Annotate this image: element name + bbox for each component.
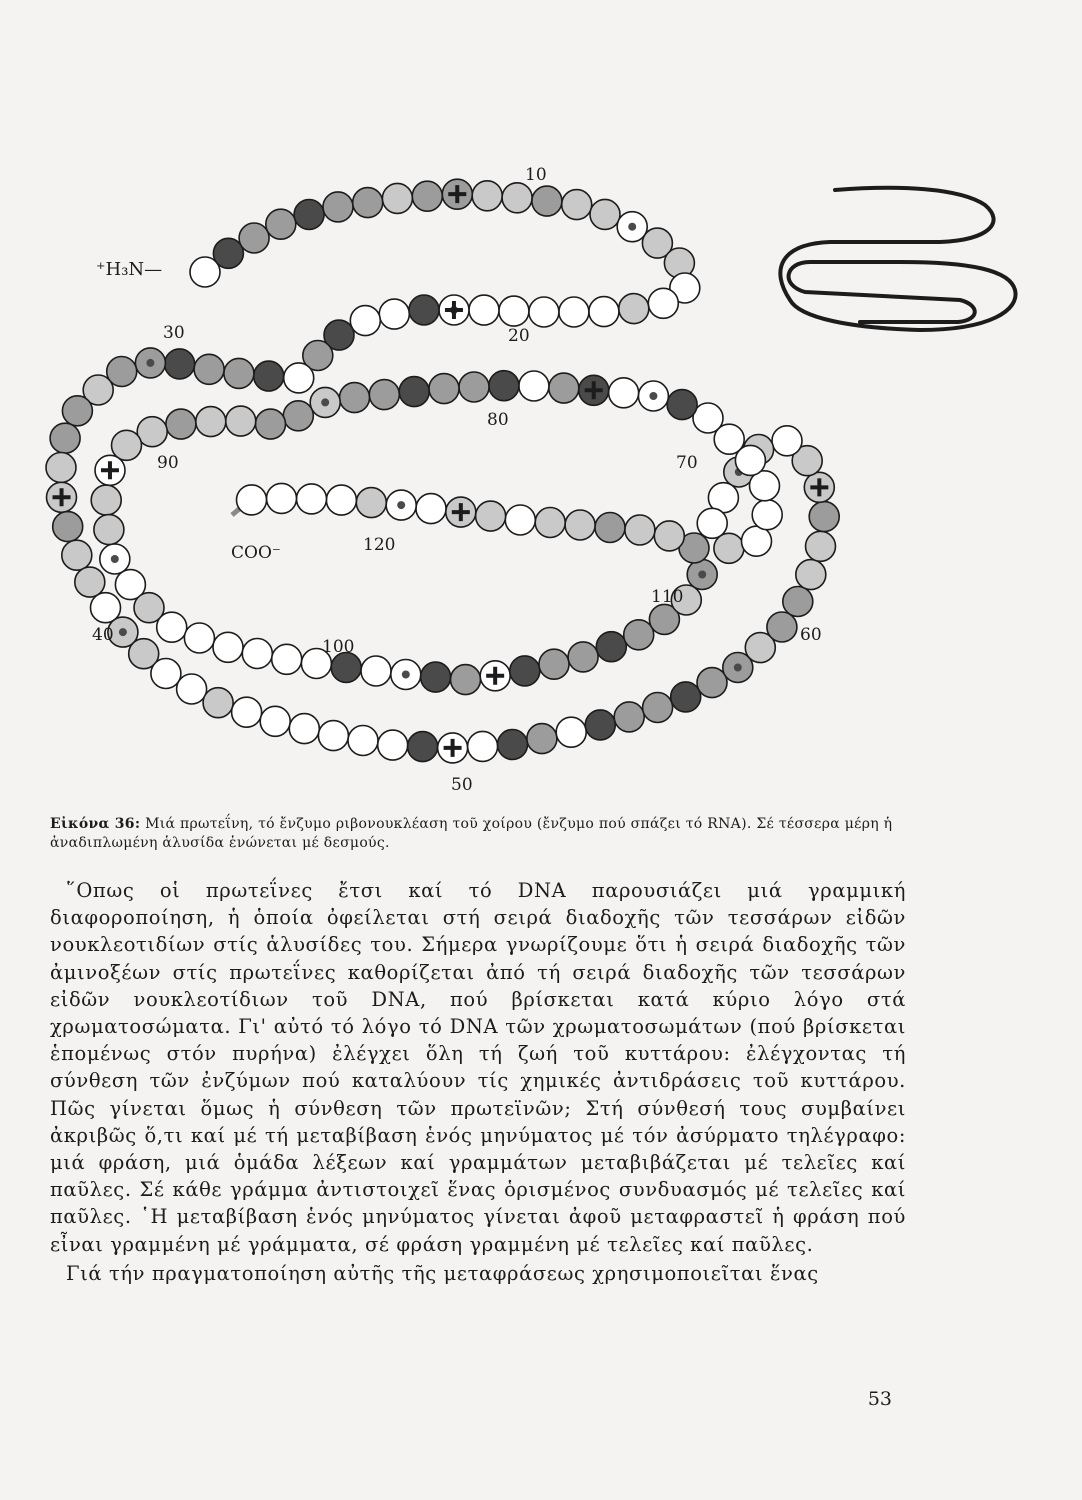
amino-acid-bead <box>806 531 836 561</box>
page-number: 53 <box>867 1388 892 1410</box>
bead-dot-marker <box>321 398 329 406</box>
amino-acid-bead <box>348 726 378 756</box>
amino-acid-bead <box>399 377 429 407</box>
amino-acid-bead <box>267 483 297 513</box>
bead-dot-marker <box>628 223 636 231</box>
bead-dot-marker <box>402 671 410 679</box>
amino-acid-bead <box>242 639 272 669</box>
amino-acid-bead <box>75 567 105 597</box>
amino-acid-bead <box>382 183 412 213</box>
amino-acid-bead <box>476 501 506 531</box>
amino-acid-bead <box>559 297 589 327</box>
amino-acid-bead <box>177 674 207 704</box>
bead-dot-marker <box>649 392 657 400</box>
amino-acid-bead <box>409 295 439 325</box>
amino-acid-bead <box>654 521 684 551</box>
amino-acid-bead <box>459 372 489 402</box>
amino-acid-bead <box>203 688 233 718</box>
amino-acid-bead <box>213 238 243 268</box>
amino-acid-bead <box>369 380 399 410</box>
bead-dot-marker <box>111 555 119 563</box>
amino-acid-bead <box>350 306 380 336</box>
amino-acid-bead <box>194 354 224 384</box>
residue-label-60: 60 <box>800 625 822 645</box>
amino-acid-bead <box>589 297 619 327</box>
amino-acid-bead <box>353 188 383 218</box>
amino-acid-bead <box>239 223 269 253</box>
bead-dot-marker <box>119 628 127 636</box>
amino-acid-bead <box>323 192 353 222</box>
residue-label-120: 120 <box>363 535 396 555</box>
amino-acid-bead <box>565 510 595 540</box>
amino-acid-bead <box>297 484 327 514</box>
amino-acid-bead <box>94 515 124 545</box>
amino-acid-bead <box>614 702 644 732</box>
amino-acid-bead <box>643 693 673 723</box>
amino-acid-bead <box>510 656 540 686</box>
amino-acid-bead <box>499 296 529 326</box>
amino-acid-bead <box>667 390 697 420</box>
amino-acid-bead <box>532 186 562 216</box>
amino-acid-bead <box>714 533 744 563</box>
amino-acid-bead <box>697 668 727 698</box>
residue-label-80: 80 <box>487 410 509 430</box>
amino-acid-bead <box>451 665 481 695</box>
amino-acid-bead <box>53 512 83 542</box>
amino-acid-bead <box>289 714 319 744</box>
amino-acid-bead <box>416 494 446 524</box>
amino-acid-bead <box>50 423 80 453</box>
amino-acid-bead <box>266 209 296 239</box>
residue-label-40: 40 <box>92 625 114 645</box>
amino-acid-bead <box>671 682 701 712</box>
amino-acid-bead <box>472 181 502 211</box>
amino-acid-bead <box>331 653 361 683</box>
amino-acid-bead <box>91 485 121 515</box>
residue-label-110: 110 <box>651 587 684 607</box>
amino-acid-bead <box>562 190 592 220</box>
body-paragraph: ῞Οπως οἱ πρωτεΐνες ἔτσι καί τό DNA παρουσιάζει μιά γραμμική διαφοροποίηση, ἡ ὁποία ὀφείλεται στή σειρά διαδοχῆς τῶν τεσσάρων εἰδῶν νουκλεοτιδίων στίς ἁλυσίδες του. Σήμερα γνωρίζουμε ὅτι ἡ σειρά διαδοχῆς τῶν ἀμινοξέων στίς πρωτεΐνες καθορίζεται ἀπό τή σειρά διαδοχῆς τῶν τεσσάρων εἰδῶν νουκλεοτίδιων τοῦ DNA, πού βρίσκεται κατά κύριο λόγο στά χρωματοσώματα. Γι' αὐτό τό λόγο τό DNA τῶν χρωματοσωμάτων (πού βρίσκεται ἑπομένως στόν πυρήνα) ἐλέγχει ὅλη τή ζωή τοῦ κυττάρου: ἐλέγχοντας τή σύνθεση τῶν ἐνζύμων πού καταλύουν τίς χημικές ἀντιδράσεις τοῦ κυττάρου. Πῶς γίνεται ὅμως ἡ σύνθεση τῶν πρωτεϊνῶν; Στή σύνθεσή τους συμβαίνει ἀκριβῶς ὅ,τι καί μέ τή μεταβίβαση ἑνός μηνύματος μέ τόν ἀσύρματο τηλέγραφο: μιά φράση, μιά ὁμάδα λέξεων καί γραμμάτων μεταβιβάζεται μέ τελεῖες καί παῦλες. Σέ κάθε γράμμα ἀντιστοιχεῖ ἕνας ὁρισμένος συνδυασμός μέ τελεῖες καί παῦλες. ῾Η μεταβίβαση ἑνός μηνύματος γίνεται ἀφοῦ μεταφραστεῖ ἡ φράση πού εἶναι γραμμένη μέ γράμματα, σέ φράση γραμμένη μέ τελεῖες καί παῦλες. <box>50 879 906 1256</box>
bead-dot-marker <box>397 501 405 509</box>
body-text <box>50 877 906 1287</box>
amino-acid-bead <box>619 294 649 324</box>
amino-acid-bead <box>62 396 92 426</box>
amino-acid-bead <box>529 297 559 327</box>
residue-label-20: 20 <box>508 326 530 346</box>
folded-chain-outline <box>780 188 1015 330</box>
amino-acid-bead <box>260 706 290 736</box>
amino-acid-bead <box>340 383 370 413</box>
amino-acid-bead <box>166 409 196 439</box>
amino-acid-bead <box>151 659 181 689</box>
amino-acid-bead <box>796 560 826 590</box>
bead-dot-marker <box>734 664 742 672</box>
amino-acid-bead <box>237 485 267 515</box>
amino-acid-bead <box>624 620 654 650</box>
residue-label-90: 90 <box>157 453 179 473</box>
amino-acid-bead <box>326 485 356 515</box>
amino-acid-bead <box>752 500 782 530</box>
amino-acid-bead <box>527 724 557 754</box>
amino-acid-bead <box>648 288 678 318</box>
amino-acid-bead <box>272 644 302 674</box>
amino-acid-bead <box>361 656 391 686</box>
bead-dot-marker <box>419 743 427 751</box>
residue-label-70: 70 <box>676 453 698 473</box>
body-paragraph: Γιά τήν πραγματοποίηση αὐτῆς τῆς μεταφράσεως χρησιμοποιεῖται ἕνας <box>66 1261 819 1285</box>
amino-acid-bead <box>568 642 598 672</box>
amino-acid-bead <box>469 295 499 325</box>
amino-acid-bead <box>772 426 802 456</box>
amino-acid-bead <box>318 721 348 751</box>
amino-acid-bead <box>232 697 262 727</box>
amino-acid-bead <box>468 731 498 761</box>
amino-acid-bead <box>489 371 519 401</box>
caption-label: Εἰκόνα 36: <box>50 816 141 832</box>
amino-acid-bead <box>505 505 535 535</box>
amino-acid-bead <box>429 374 459 404</box>
amino-acid-bead <box>535 508 565 538</box>
amino-acid-bead <box>196 407 226 437</box>
amino-acid-bead <box>224 358 254 388</box>
bead-dot-marker <box>698 571 706 579</box>
amino-acid-bead <box>256 409 286 439</box>
amino-acid-bead <box>412 181 442 211</box>
residue-label-30: 30 <box>163 323 185 343</box>
figure-caption <box>50 815 950 853</box>
amino-acid-bead <box>213 632 243 662</box>
amino-acid-bead <box>62 540 92 570</box>
n-terminus-label: ⁺H₃N— <box>96 259 163 280</box>
amino-acid-bead <box>742 526 772 556</box>
amino-acid-bead <box>590 199 620 229</box>
amino-acid-bead <box>356 488 386 518</box>
c-terminus-label: COO⁻ <box>231 543 281 563</box>
amino-acid-bead <box>226 406 256 436</box>
amino-acid-bead <box>283 401 313 431</box>
amino-acid-bead <box>585 710 615 740</box>
amino-acid-bead <box>783 587 813 617</box>
residue-label-10: 10 <box>525 165 547 185</box>
caption-text: Μιά πρωτεΐνη, τό ἔνζυμο ριβονουκλέαση τοῦ χοίρου (ἔνζυμο πού σπάζει τό RNA). Σέ τέσσερα μέρη ἡ ἀναδιπλωμένη ἁλυσίδα ἑνώνεται μέ δεσμούς. <box>50 816 893 851</box>
bead-dot-marker <box>146 359 154 367</box>
amino-acid-bead <box>502 183 532 213</box>
amino-acid-bead <box>596 632 626 662</box>
amino-acid-bead <box>539 649 569 679</box>
amino-acid-bead <box>378 730 408 760</box>
amino-acid-bead <box>184 623 214 653</box>
amino-acid-bead <box>254 361 284 391</box>
amino-acid-bead <box>767 612 797 642</box>
amino-acid-bead <box>379 299 409 329</box>
residue-label-100: 100 <box>322 637 355 657</box>
amino-acid-bead <box>421 662 451 692</box>
amino-acid-bead <box>165 349 195 379</box>
residue-label-50: 50 <box>451 775 473 795</box>
amino-acid-bead <box>595 513 625 543</box>
amino-acid-bead <box>549 373 579 403</box>
bead-dot-marker <box>305 211 313 219</box>
amino-acid-bead <box>809 502 839 532</box>
amino-acid-bead <box>609 378 639 408</box>
amino-acid-bead <box>46 453 76 483</box>
amino-acid-bead <box>284 363 314 393</box>
amino-acid-bead <box>498 730 528 760</box>
amino-acid-bead <box>157 612 187 642</box>
amino-acid-bead <box>556 717 586 747</box>
amino-acid-bead <box>519 371 549 401</box>
amino-acid-bead <box>625 515 655 545</box>
